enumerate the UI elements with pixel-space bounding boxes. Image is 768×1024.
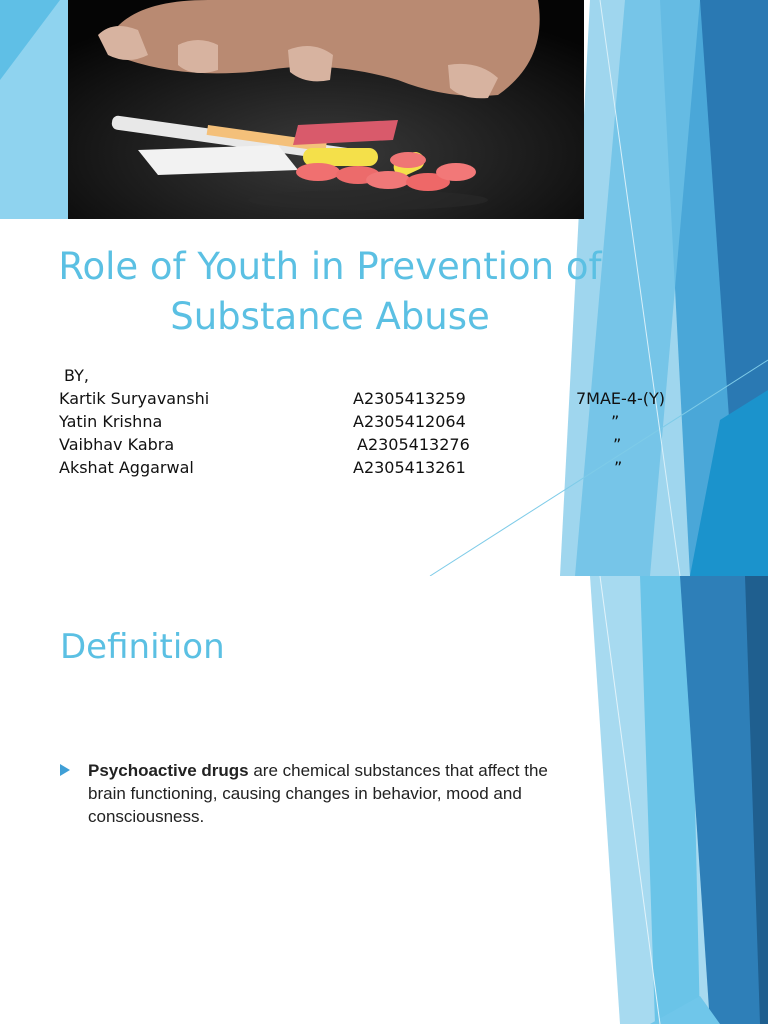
author-row (59, 458, 699, 481)
author-id: A2305413261 (353, 458, 466, 477)
author-name: Akshat Aggarwal (59, 458, 194, 477)
bullet-text (88, 759, 588, 828)
author-row (59, 412, 699, 435)
author-row (59, 389, 699, 412)
author-name: Kartik Suryavanshi (59, 389, 210, 408)
drugs-photo (68, 0, 584, 219)
by-label: BY, (64, 366, 89, 385)
author-name: Vaibhav Kabra (59, 435, 175, 454)
bullet-arrow-icon (60, 764, 70, 776)
author-class: ” (613, 435, 622, 454)
bullet-term: Psychoactive drugs (88, 761, 249, 780)
author-row (59, 435, 699, 458)
slide-2 (0, 576, 768, 1024)
author-class: ” (614, 458, 623, 477)
author-class: 7MAE-4-(Y) (576, 389, 666, 408)
bullet-description: are chemical substances that affect the brain functioning, causing changes in behavior, mood and consciousness. (88, 761, 548, 826)
author-class: ” (611, 412, 620, 431)
slide-title: Role of Youth in Prevention of Substance Abuse (58, 245, 602, 338)
author-id: A2305413276 (357, 435, 470, 454)
author-name: Yatin Krishna (59, 412, 163, 431)
definition-heading: Definition (60, 627, 225, 667)
author-id: A2305413259 (353, 389, 466, 408)
authors-list (59, 389, 699, 481)
author-id: A2305412064 (353, 412, 466, 431)
